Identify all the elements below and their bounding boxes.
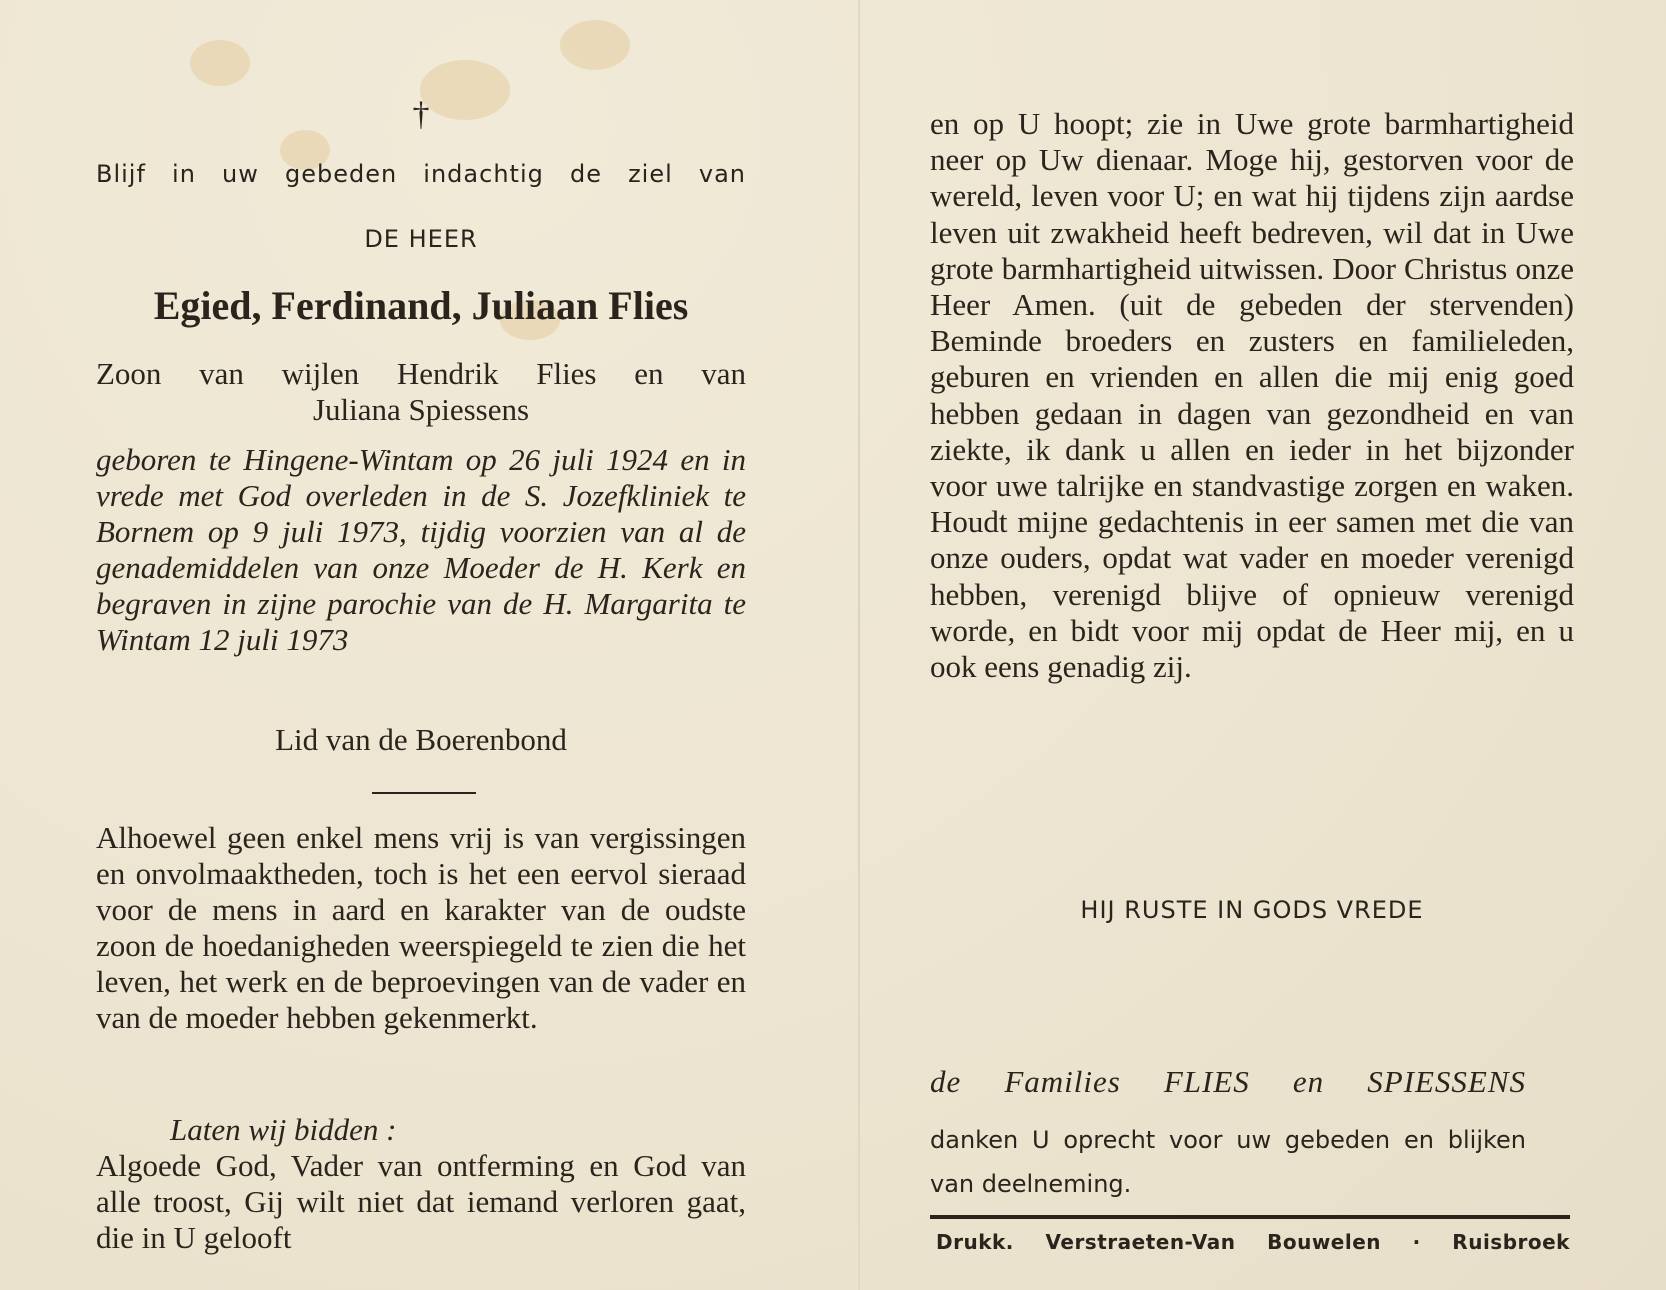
divider: [372, 792, 476, 794]
fold-line: [858, 0, 860, 1290]
membership-text: Lid van de Boerenbond: [275, 722, 567, 757]
paper-stain: [190, 40, 250, 86]
prayer-text-continued: en op U hoopt; zie in Uwe grote barmhartigheid neer op Uw dienaar. Moge hij, gestorven voor de wereld, leven voor U; en wat hij tijdens zijn aardse leven uit zwakheid heeft bedreven, wil dat in Uwe grote barmhartigheid uitwissen. Door Christus onze Heer Amen. (uit de gebeden der stervenden) Beminde broeders en zusters en familieleden, geburen en vrienden en allen die mij enig goed hebben gedaan in dagen van gezondheid en van ziekte, ik dank u allen en ieder in het bijzonder voor uwe talrijke en standvastige zorgen en waken. Houdt mijne gedachtenis in eer samen met die van onze ouders, opdat wat vader en moeder verenigd hebben, verenigd blijve of opnieuw verenigd worde, en bidt voor mij opdat de Heer mij, en u ook eens genadig zij.: [930, 106, 1574, 685]
cross-icon: †: [412, 96, 430, 133]
deceased-name: Egied, Ferdinand, Juliaan Flies: [153, 283, 689, 328]
parents-text: [96, 356, 746, 428]
thanks-text: danken U oprecht voor uw gebeden en blijken van deelneming.: [930, 1126, 1526, 1198]
birth-death-text: geboren te Hingene-Wintam op 26 juli 1924 en in vrede met God overleden in de S. Jozefkliniek te Bornem op 9 juli 1973, tijdig voorzien van al de genademiddelen van onze Moeder de H. Kerk en begraven in zijne parochie van de H. Margarita te Wintam 12 juli 1973: [96, 442, 746, 657]
paper-stain: [560, 20, 630, 70]
intro-text: Blijf in uw gebeden indachtig de ziel van: [96, 160, 746, 188]
printer-credit: Drukk. Verstraeten-Van Bouwelen · Ruisbroek: [936, 1230, 1570, 1254]
parents-line-2: Juliana Spiessens: [312, 392, 530, 427]
prayer-text-start: Algoede God, Vader van ontferming en God van alle troost, Gij wilt niet dat iemand verloren gaat, die in U gelooft: [96, 1148, 746, 1255]
families-text: de Families FLIES en SPIESSENS: [930, 1064, 1526, 1099]
rest-in-peace-text: HIJ RUSTE IN GODS VREDE: [1080, 896, 1424, 924]
title-text: DE HEER: [364, 225, 478, 253]
tribute-text: Alhoewel geen enkel mens vrij is van vergissingen en onvolmaaktheden, toch is het een eervol sieraad voor de mens in aard en karakter van de oudste zoon de hoedanigheden weerspiegeld te zien die het leven, het werk en de beproevingen van de vader en van de moeder hebben gekenmerkt.: [96, 820, 746, 1035]
parents-line-1: Zoon van wijlen Hendrik Flies en van: [96, 356, 746, 391]
prayer-heading: Laten wij bidden :: [170, 1112, 397, 1147]
divider: [930, 1215, 1570, 1219]
